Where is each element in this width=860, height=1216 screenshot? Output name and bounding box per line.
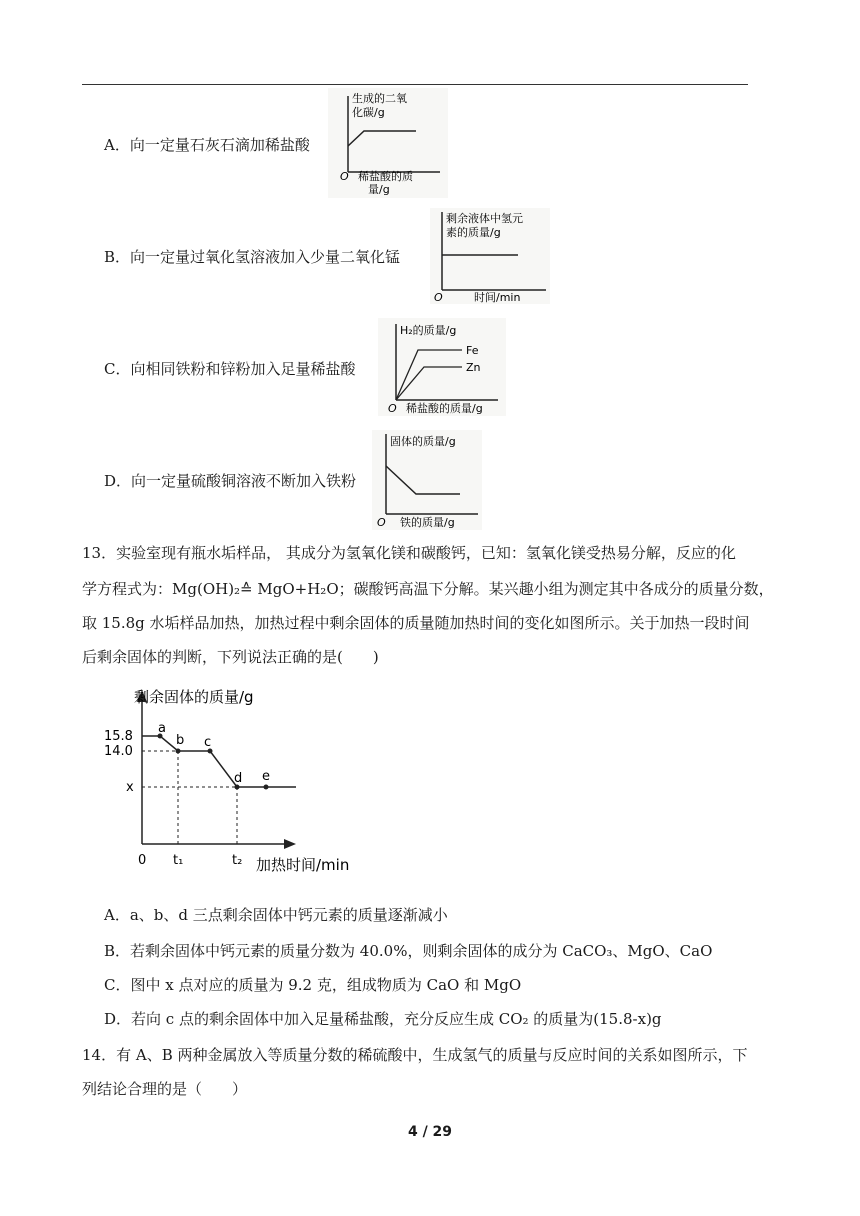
- q13-line-1: 13．实验室现有瓶水垢样品， 其成分为氢氧化镁和碳酸钙，已知：氢氧化镁受热易分解，反应的化: [82, 544, 736, 562]
- point-label-b: b: [176, 733, 185, 748]
- point-label-e: e: [262, 769, 270, 784]
- figure-b-svg: [430, 208, 550, 304]
- figure-d: [372, 430, 482, 530]
- q14-line-2: 列结论合理的是（ ）: [82, 1080, 248, 1098]
- figure-c-svg: [378, 318, 506, 416]
- figure-a: [328, 88, 448, 198]
- point-label-d: d: [234, 771, 243, 786]
- q13-chart-svg: [100, 684, 360, 880]
- curve: [386, 466, 460, 494]
- header-rule: [82, 84, 748, 85]
- x-tick-t2: t₂: [232, 853, 243, 868]
- origin-label: O: [434, 291, 443, 304]
- y-label-1: 剩余液体中氢元: [446, 212, 523, 225]
- y-label-2: 化碳/g: [352, 106, 385, 119]
- q13-option-a: A．a、b、d 三点剩余固体中钙元素的质量逐渐减小: [104, 906, 448, 924]
- x-axis-label: 加热时间/min: [256, 856, 350, 874]
- origin-label: O: [340, 170, 349, 183]
- q13-line-3: 取 15.8g 水垢样品加热，加热过程中剩余固体的质量随加热时间的变化如图所示。关于加热一段时间: [82, 614, 750, 632]
- point-label-a: a: [158, 721, 166, 736]
- mass-curve: [142, 736, 296, 787]
- page-number: 4 / 29: [407, 1124, 453, 1140]
- y-axis-label: 剩余固体的质量/g: [134, 688, 254, 706]
- series-label-zn: Zn: [466, 361, 481, 374]
- curve-zn: [396, 367, 462, 400]
- y-tick-15-8: 15.8: [104, 729, 133, 744]
- option-d-q12: D．向一定量硫酸铜溶液不断加入铁粉: [104, 472, 357, 490]
- x-label-1: 稀盐酸的质: [358, 170, 413, 183]
- figure-c: [378, 318, 506, 416]
- option-c-q12: C．向相同铁粉和锌粉加入足量稀盐酸: [104, 360, 356, 378]
- curve-fe: [396, 350, 462, 400]
- y-tick-14-0: 14.0: [104, 744, 133, 759]
- figure-a-svg: [328, 88, 448, 198]
- figure-b: [430, 208, 550, 304]
- option-a-q12: A．向一定量石灰石滴加稀盐酸: [104, 136, 310, 154]
- point-e: [264, 785, 269, 790]
- x-label: 铁的质量/g: [400, 516, 455, 529]
- point-b: [176, 749, 181, 754]
- q13-line-4: 后剩余固体的判断，下列说法正确的是( ): [82, 648, 379, 666]
- x-axis-arrow: [284, 839, 296, 849]
- x-label: 稀盐酸的质量/g: [406, 402, 483, 415]
- curve: [348, 131, 416, 146]
- q13-option-d: D．若向 c 点的剩余固体中加入足量稀盐酸，充分反应生成 CO₂ 的质量为(15.8-x)g: [104, 1010, 662, 1028]
- y-label-1: 生成的二氧: [352, 92, 407, 105]
- q13-option-c: C．图中 x 点对应的质量为 9.2 克，组成物质为 CaO 和 MgO: [104, 976, 522, 994]
- option-b-q12: B．向一定量过氧化氢溶液加入少量二氧化锰: [104, 248, 401, 266]
- y-tick-x: x: [126, 780, 134, 795]
- y-label-2: 素的质量/g: [446, 226, 501, 239]
- y-label: H₂的质量/g: [400, 324, 457, 337]
- point-label-c: c: [204, 735, 212, 750]
- q13-chart: [100, 684, 360, 880]
- y-label: 固体的质量/g: [390, 435, 456, 448]
- q14-line-1: 14．有 A、B 两种金属放入等质量分数的稀硫酸中，生成氢气的质量与反应时间的关系如图所示，下: [82, 1046, 748, 1064]
- figure-d-svg: [372, 430, 482, 530]
- x-tick-0: 0: [138, 853, 147, 868]
- x-label-2: 量/g: [368, 183, 390, 196]
- origin-label: O: [377, 516, 386, 529]
- q13-option-b: B．若剩余固体中钙元素的质量分数为 40.0%，则剩余固体的成分为 CaCO₃、MgO、CaO: [104, 942, 713, 960]
- x-tick-t1: t₁: [173, 853, 184, 868]
- origin-label: O: [388, 402, 397, 415]
- x-label: 时间/min: [474, 291, 521, 304]
- series-label-fe: Fe: [466, 344, 479, 357]
- q13-line-2: 学方程式为：Mg(OH)₂≙ MgO+H₂O；碳酸钙高温下分解。某兴趣小组为测定其中各成分的质量分数，: [82, 580, 774, 598]
